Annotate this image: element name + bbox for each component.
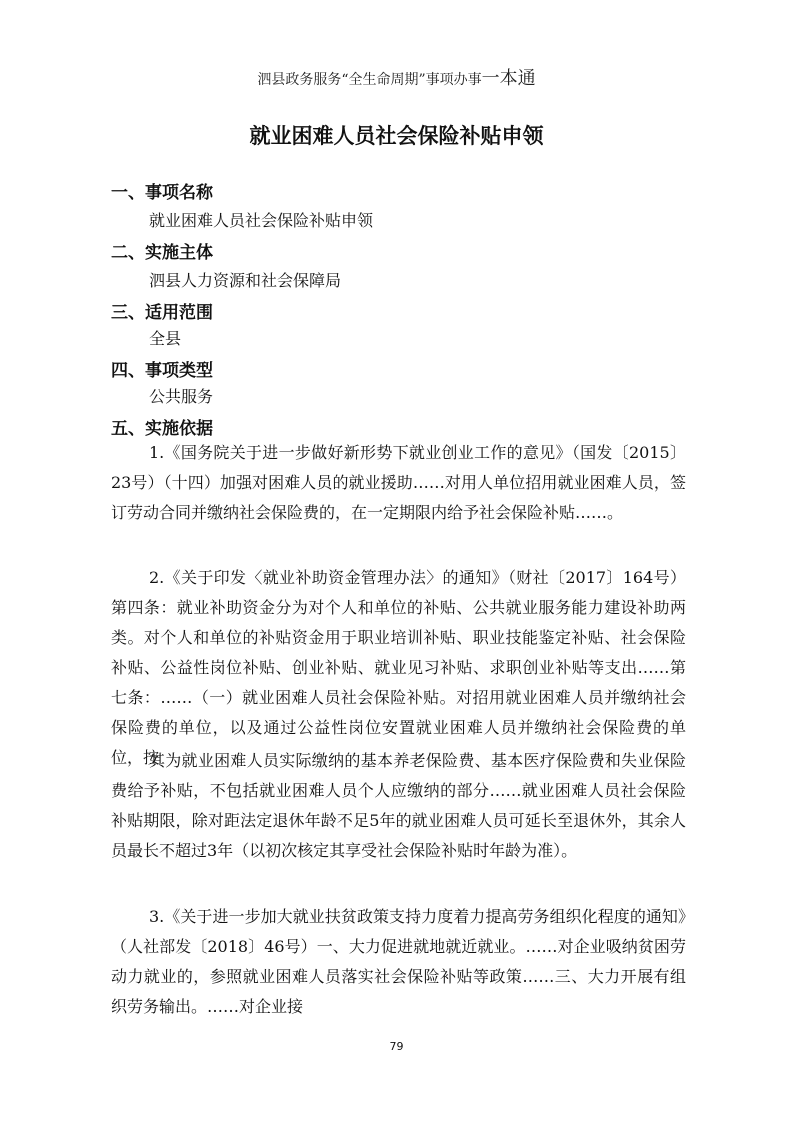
basis-paragraph-3: 3.《关于进一步加大就业扶贫政策支持力度着力提高劳务组织化程度的通知》（人社部发〔2018〕46号）一、大力促进就地就近就业。……对企业吸纳贫困劳动力就业的，参照就业困难人员落实社会保险补贴等政策……三、大力开展有组织劳务输出。……对企业接 [111, 907, 686, 1016]
basis-paragraph-2-continued: 其为就业困难人员实际缴纳的基本养老保险费、基本医疗保险费和失业保险费给予补贴，不包括就业困难人员个人应缴纳的部分……就业困难人员社会保险补贴期限，除对距法定退休年龄不足5年的就业困难人员可延长至退休外，其余人员最长不超过3年（以初次核定其享受社会保险补贴时年龄为准）。 [111, 751, 686, 860]
header-prefix: 泗县政务服务“全生命周期”事项办事 [257, 72, 482, 88]
section-content-type: 公共服务 [149, 387, 214, 406]
section-heading-name: 一、事项名称 [111, 183, 213, 203]
section-heading-type: 四、事项类型 [111, 361, 213, 381]
page-title: 就业困难人员社会保险补贴申领 [249, 124, 544, 148]
section-heading-basis: 五、实施依据 [111, 419, 213, 439]
header-suffix: 一本通 [481, 68, 536, 89]
basis-paragraph-2: 2.《关于印发〈就业补助资金管理办法〉的通知》（财社〔2017〕164号）第四条：就业补助资金分为对个人和单位的补贴、公共就业服务能力建设补助两类。对个人和单位的补贴资金用于职业培训补贴、职业技能鉴定补贴、社会保险补贴、公益性岗位补贴、创业补贴、就业见习补贴、求职创业补贴等支出……第七条：……（一）就业困难人员社会保险补贴。对招用就业困难人员并缴纳社会保险费的单位，以及通过公益性岗位安置就业困难人员并缴纳社会保险费的单位，按 [111, 568, 686, 767]
section-content-scope: 全县 [149, 329, 182, 348]
basis-paragraph-1: 1.《国务院关于进一步做好新形势下就业创业工作的意见》（国发〔2015〕23号）（十四）加强对困难人员的就业援助……对用人单位招用就业困难人员，签订劳动合同并缴纳社会保险费的，在一定期限内给予社会保险补贴……。 [111, 443, 686, 522]
section-heading-subject: 二、实施主体 [111, 243, 213, 263]
section-content-subject: 泗县人力资源和社会保障局 [149, 271, 342, 290]
section-content-name: 就业困难人员社会保险补贴申领 [149, 211, 374, 230]
running-header [0, 64, 793, 90]
section-heading-scope: 三、适用范围 [111, 303, 213, 323]
page-number: 79 [389, 1040, 404, 1053]
